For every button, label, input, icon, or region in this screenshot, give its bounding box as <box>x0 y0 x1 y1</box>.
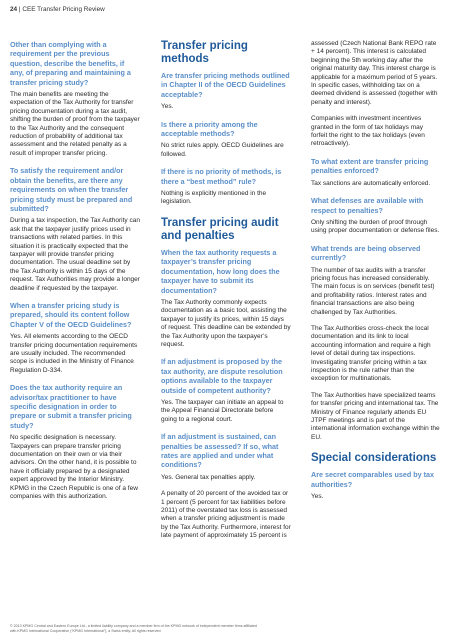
column-left <box>10 40 140 510</box>
page-number: 24 <box>10 6 18 13</box>
question-trends: What trends are being observed currently? <box>311 243 421 263</box>
heading-transfer-pricing-methods: Transfer pricing methods <box>161 40 248 65</box>
copyright-line-2: with KPMG International Cooperative (“KPMG International”), a Swiss entity. All rights reserved. <box>10 628 162 633</box>
trends-cross-check: The Tax Authorities cross-check the local documentation and its link to local accounting information and require a high level of detail during tax inspections. Investigating transfer pricing within a tax inspection is the rule rather than the exception for multinationals. <box>311 324 431 383</box>
question-benefits: Other than complying with a requirement per the previous question, describe the benefits, if any, of preparing and maintaining a transfer pricing study? <box>10 40 131 87</box>
answer-secret-comparables: Yes. <box>311 493 324 501</box>
answer-trends: The number of tax audits with a transfer pricing focus has increased considerably. The main focus is on services (benefit test) and profitability ratios. Interest rates and financial transactions are also being challenged by Tax Authorities. <box>311 266 435 316</box>
heading-special-considerations: Special considerations <box>311 452 437 465</box>
answer-benefits: The main benefits are meeting the expectation of the Tax Authority for transfer pricing documentation during a tax audit, shifting the burden of proof from the taxpayer to the Tax Authority and the consequent reduction of probability of additional tax assessment and the related penalty as a result of improper transfer pricing. <box>10 91 140 157</box>
question-enforcement: To what extent are transfer pricing penalties enforced? <box>311 156 429 176</box>
answer-defenses: Only shifting the burden of proof through using proper documentation or defense files. <box>311 218 440 235</box>
header-separator: | <box>18 6 21 13</box>
column-right <box>311 40 441 509</box>
question-submission-deadline: When the tax authority requests a taxpayer’s transfer pricing documentation, how long does the taxpayer have to submit its documentation? <box>161 247 280 295</box>
column-middle <box>161 40 291 549</box>
header-title: CEE Transfer Pricing Review <box>22 6 105 13</box>
trends-specialized-teams: The Tax Authorities have specialized teams for transfer pricing and international tax. The Ministry of Finance regularly attends EU JTPF meetings and is part of the international information exchange within the EU. <box>311 391 440 441</box>
question-secret-comparables: Are secret comparables used by tax authorities? <box>311 470 435 489</box>
question-penalties: If an adjustment is sustained, can penalties be assessed? If so, what rates are applied and under what conditions? <box>161 432 279 470</box>
answer-oecd-chapter-v: Yes. All elements according to the OECD transfer pricing documentation requirements are usually included. The recommended scope is included in the Ministry of Finance Regulation D-334. <box>10 333 138 374</box>
question-timing: To satisfy the requirement and/or obtain the benefits, are there any requirements on when the transfer pricing study must be prepared and submitted? <box>10 166 133 213</box>
copyright-line-1: © 2013 KPMG Central and Eastern Europe Ltd., a limited liability company and a member firm of the KPMG network of independent member firms affiliated <box>10 624 257 628</box>
question-methods-acceptable: Are transfer pricing methods outlined in Chapter II of the OECD Guidelines acceptable? <box>161 71 290 99</box>
copyright-footer <box>10 624 446 633</box>
heading-audit-and-penalties: Transfer pricing audit and penalties <box>161 216 279 242</box>
answer-timing: During a tax inspection, the Tax Authority can ask that the taxpayer justify prices used in transactions with related parties. In this situation it is practically expected that the taxpayer will provide transfer pricing documentation. The usual deadline set by the Tax Authority is within 15 days of the request. Tax Authorities may provide a longer deadline if requested by the taxpayer. <box>10 217 140 292</box>
answer-penalties: Yes. General tax penalties apply. <box>161 473 256 481</box>
interest-details: assessed (Czech National Bank REPO rate + 14 percent). This interest is calculated beginning the 5th working day after the original maturity day. This interest charge is applicable for a maximum period of 5 years. In specific cases, withholding tax on a deemed dividend is assessed (together with penalty and interest). <box>311 40 438 106</box>
question-oecd-chapter-v: When a transfer pricing study is prepared, should its content follow Chapter V of the OECD Guidelines? <box>10 300 132 329</box>
investment-incentives: Companies with investment incentives granted in the form of tax holidays may forfeit the right to the tax holidays (even retroactively). <box>311 115 425 148</box>
penalty-details: A penalty of 20 percent of the avoided tax or 1 percent (5 percent for tax liabilities before 2011) of the overstated tax loss is assessed when a transfer pricing adjustment is made by the Tax Authority. Furthermore, interest for late payment of approximately 15 percent is <box>161 490 291 540</box>
question-method-priority: Is there a priority among the acceptable methods? <box>161 119 258 139</box>
answer-dispute-resolution: Yes. The taxpayer can initiate an appeal to the Appeal Financial Directorate before going to a regional court. <box>161 398 284 423</box>
answer-enforcement: Tax sanctions are automatically enforced. <box>311 179 431 187</box>
answer-methods-acceptable: Yes. <box>161 103 174 111</box>
question-best-method: If there is no priority of methods, is there a “best method” rule? <box>161 167 282 186</box>
answer-best-method: Nothing is explicitly mentioned in the legislation. <box>161 190 267 206</box>
answer-method-priority: No strict rules apply. OECD Guidelines are followed. <box>161 142 284 158</box>
answer-advisor-designation: No specific designation is necessary. Taxpayers can prepare transfer pricing documentation on their own or via their advisors. On the other hand, it is possible to have it officially prepared by a designated expert approved by the Interior Ministry. KPMG in the Czech Republic is one of a few companies with this authorization. <box>10 434 138 501</box>
question-advisor-designation: Does the tax authority require an advisor/tax practitioner to have specific designation in order to prepare or submit a transfer pricing study? <box>10 383 132 430</box>
answer-submission-deadline: The Tax Authority commonly expects documentation as a basic tool, assisting the taxpayer to justify its prices, within 15 days of request. This deadline can be extended by the Tax Authority upon the taxpayer’s request. <box>161 298 291 348</box>
question-dispute-resolution: If an adjustment is proposed by the tax authority, are dispute resolution options available to the taxpayer outside of competent authority? <box>161 357 283 395</box>
question-defenses: What defenses are available with respect to penalties? <box>311 196 424 215</box>
page-header <box>10 6 105 13</box>
